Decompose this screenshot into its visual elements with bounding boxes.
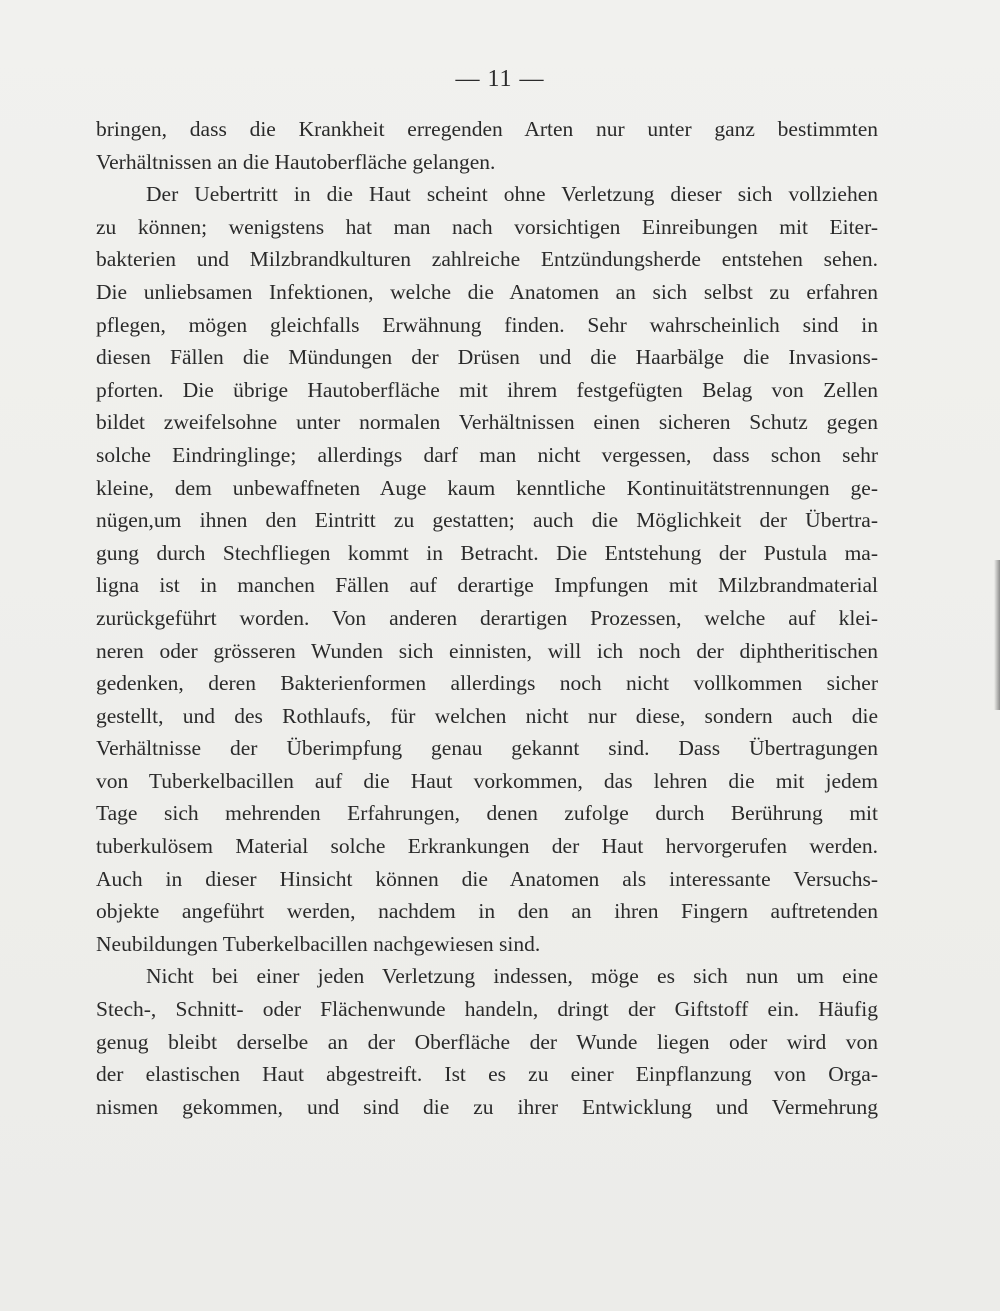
text-line: gestellt, und des Rothlaufs, für welchen nicht nur diese, sondern auch die [96, 703, 878, 728]
body-text [96, 113, 878, 1123]
text-line: nügen,um ihnen den Eintritt zu gestatten; auch die Möglichkeit der Übertra- [96, 508, 878, 533]
text-line: Auch in dieser Hinsicht können die Anatomen als interessante Versuchs- [96, 866, 878, 891]
text-line: Verhältnisse der Überimpfung genau gekannt sind. Dass Übertragungen [96, 736, 878, 761]
text-line: genug bleibt derselbe an der Oberfläche der Wunde liegen oder wird von [96, 1029, 878, 1054]
text-line: bringen, dass die Krankheit erregenden Arten nur unter ganz bestimmten [96, 117, 878, 141]
text-line: pflegen, mögen gleichfalls Erwähnung finden. Sehr wahrscheinlich sind in [96, 312, 878, 337]
text-line: Stech-, Schnitt- oder Flächenwunde handeln, dringt der Giftstoff ein. Häufig [96, 997, 878, 1022]
page-number: — 11 — [455, 66, 545, 92]
text-line: gung durch Stechfliegen kommt in Betracht. Die Entstehung der Pustula ma- [96, 540, 878, 565]
text-line: Der Uebertritt in die Haut scheint ohne Verletzung dieser sich vollziehen [146, 182, 878, 207]
page-edge-shadow [994, 560, 1000, 710]
text-line: pforten. Die übrige Hautoberfläche mit ihrem festgefügten Belag von Zellen [96, 377, 878, 402]
text-line: Nicht bei einer jeden Verletzung indessen, möge es sich nun um eine [146, 964, 878, 989]
text-line: neren oder grösseren Wunden sich einnisten, will ich noch der diphtheritischen [96, 638, 878, 663]
text-line: diesen Fällen die Mündungen der Drüsen und die Haarbälge die Invasions- [96, 345, 878, 370]
text-line: gedenken, deren Bakterienformen allerdings noch nicht vollkommen sicher [96, 671, 878, 696]
text-line: zu können; wenigstens hat man nach vorsichtigen Einreibungen mit Eiter- [96, 214, 878, 239]
text-line: zurückgeführt worden. Von anderen derartigen Prozessen, welche auf klei- [96, 605, 878, 630]
text-line: der elastischen Haut abgestreift. Ist es zu einer Einpflanzung von Orga- [96, 1062, 878, 1087]
text-line: objekte angeführt werden, nachdem in den an ihren Fingern auftretenden [96, 899, 878, 924]
text-line: von Tuberkelbacillen auf die Haut vorkommen, das lehren die mit jedem [96, 768, 878, 793]
text-line: Die unliebsamen Infektionen, welche die Anatomen an sich selbst zu erfahren [96, 279, 878, 304]
text-line: bildet zweifelsohne unter normalen Verhältnissen einen sicheren Schutz gegen [96, 410, 878, 435]
text-line: Tage sich mehrenden Erfahrungen, denen zufolge durch Berührung mit [96, 801, 878, 826]
text-line: bakterien und Milzbrandkulturen zahlreiche Entzündungsherde entstehen sehen. [96, 247, 878, 272]
text-line: Verhältnissen an die Hautoberfläche gelangen. [96, 149, 496, 174]
text-line: solche Eindringlinge; allerdings darf man nicht vergessen, dass schon sehr [96, 442, 878, 467]
text-line: tuberkulösem Material solche Erkrankungen der Haut hervorgerufen werden. [96, 834, 878, 859]
text-line: kleine, dem unbewaffneten Auge kaum kenntliche Kontinuitätstrennungen ge- [96, 475, 878, 500]
text-line: nismen gekommen, und sind die zu ihrer Entwicklung und Vermehrung [96, 1094, 878, 1119]
text-line: ligna ist in manchen Fällen auf derartige Impfungen mit Milzbrandmaterial [96, 573, 878, 598]
text-line: Neubildungen Tuberkelbacillen nachgewiesen sind. [96, 931, 541, 956]
